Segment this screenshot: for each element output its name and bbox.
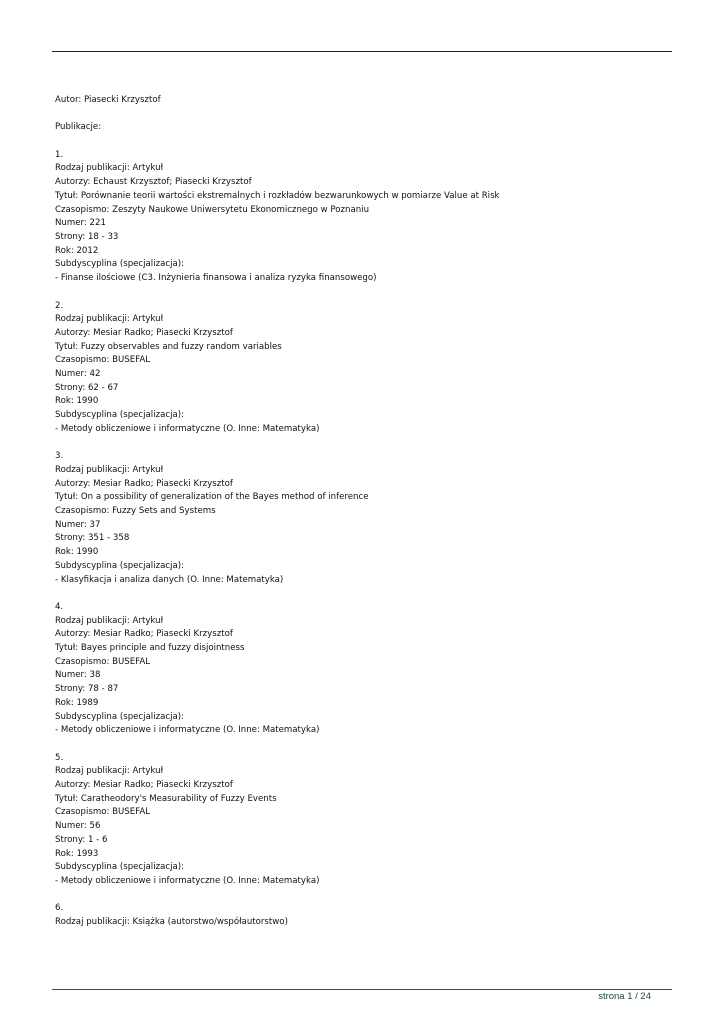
publication-authors: Autorzy: Mesiar Radko; Piasecki Krzysztof <box>55 780 233 791</box>
publication-year: Rok: 1990 <box>55 396 99 407</box>
publication-year: Rok: 2012 <box>55 245 99 256</box>
publication-authors: Autorzy: Mesiar Radko; Piasecki Krzysztof <box>55 629 233 640</box>
publication-type: Rodzaj publikacji: Artykuł <box>55 163 164 174</box>
publication-entry <box>55 752 695 889</box>
subdiscipline-label: Subdyscyplina (specjalizacja): <box>55 259 184 270</box>
publication-entry <box>55 300 695 437</box>
subdiscipline-label: Subdyscyplina (specjalizacja): <box>55 410 184 421</box>
publication-pages: Strony: 1 - 6 <box>55 834 108 845</box>
publication-journal: Czasopismo: Zeszyty Naukowe Uniwersytetu Ekonomicznego w Poznaniu <box>55 204 370 215</box>
publication-title: Tytuł: Fuzzy observables and fuzzy random variables <box>55 341 282 352</box>
subdiscipline-value: - Metody obliczeniowe i informatyczne (O. Inne: Matematyka) <box>55 423 320 434</box>
publication-entry <box>55 149 695 286</box>
subdiscipline-value: - Finanse ilościowe (C3. Inżynieria finansowa i analiza ryzyka finansowego) <box>55 273 377 284</box>
publication-authors: Autorzy: Mesiar Radko; Piasecki Krzysztof <box>55 478 233 489</box>
subdiscipline-value: - Klasyfikacja i analiza danych (O. Inne: Matematyka) <box>55 574 284 585</box>
header-rule <box>52 51 672 52</box>
subdiscipline-value: - Metody obliczeniowe i informatyczne (O. Inne: Matematyka) <box>55 725 320 736</box>
document-body <box>55 94 695 930</box>
subdiscipline-label: Subdyscyplina (specjalizacja): <box>55 560 184 571</box>
publication-entry <box>55 601 695 738</box>
publication-number: 3. <box>55 451 64 462</box>
publication-title: Tytuł: On a possibility of generalization of the Bayes method of inference <box>55 492 369 503</box>
publication-issue: Numer: 221 <box>55 218 106 229</box>
publication-journal: Czasopismo: BUSEFAL <box>55 656 150 667</box>
publication-title: Tytuł: Bayes principle and fuzzy disjointness <box>55 643 245 654</box>
publication-entry <box>55 450 695 587</box>
publication-title: Tytuł: Caratheodory's Measurability of Fuzzy Events <box>55 793 277 804</box>
publication-type: Rodzaj publikacji: Artykuł <box>55 766 164 777</box>
publication-issue: Numer: 38 <box>55 670 101 681</box>
publication-number: 4. <box>55 601 64 612</box>
publication-year: Rok: 1989 <box>55 697 99 708</box>
publications-heading: Publikacje: <box>55 122 102 133</box>
publication-pages: Strony: 62 - 67 <box>55 382 119 393</box>
publication-authors: Autorzy: Mesiar Radko; Piasecki Krzysztof <box>55 327 233 338</box>
subdiscipline-value: - Metody obliczeniowe i informatyczne (O. Inne: Matematyka) <box>55 875 320 886</box>
publication-authors: Autorzy: Echaust Krzysztof; Piasecki Krzysztof <box>55 177 252 188</box>
publication-year: Rok: 1990 <box>55 547 99 558</box>
publication-pages: Strony: 78 - 87 <box>55 684 119 695</box>
publication-year: Rok: 1993 <box>55 848 99 859</box>
publication-type: Rodzaj publikacji: Artykuł <box>55 615 164 626</box>
publication-issue: Numer: 56 <box>55 821 101 832</box>
publication-title: Tytuł: Porównanie teorii wartości ekstremalnych i rozkładów bezwarunkowych w pomiarze Value at Risk <box>55 190 500 201</box>
publication-number: 6. <box>55 903 64 914</box>
publication-journal: Czasopismo: BUSEFAL <box>55 807 150 818</box>
publication-type: Rodzaj publikacji: Artykuł <box>55 314 164 325</box>
page-number: strona 1 / 24 <box>598 991 651 1002</box>
subdiscipline-label: Subdyscyplina (specjalizacja): <box>55 862 184 873</box>
publication-type: Rodzaj publikacji: Artykuł <box>55 464 164 475</box>
publication-pages: Strony: 351 - 358 <box>55 533 130 544</box>
author-line: Autor: Piasecki Krzysztof <box>55 95 161 105</box>
publication-pages: Strony: 18 - 33 <box>55 232 119 242</box>
publication-journal: Czasopismo: BUSEFAL <box>55 355 150 366</box>
publication-issue: Numer: 42 <box>55 369 101 380</box>
publication-type: Rodzaj publikacji: Książka (autorstwo/współautorstwo) <box>55 917 288 928</box>
publication-issue: Numer: 37 <box>55 519 101 530</box>
publication-number: 5. <box>55 752 64 763</box>
publication-journal: Czasopismo: Fuzzy Sets and Systems <box>55 506 216 517</box>
subdiscipline-label: Subdyscyplina (specjalizacja): <box>55 711 184 722</box>
publication-entry <box>55 902 695 929</box>
publication-number: 2. <box>55 300 64 311</box>
footer-rule <box>52 989 672 990</box>
publication-number: 1. <box>55 149 64 160</box>
